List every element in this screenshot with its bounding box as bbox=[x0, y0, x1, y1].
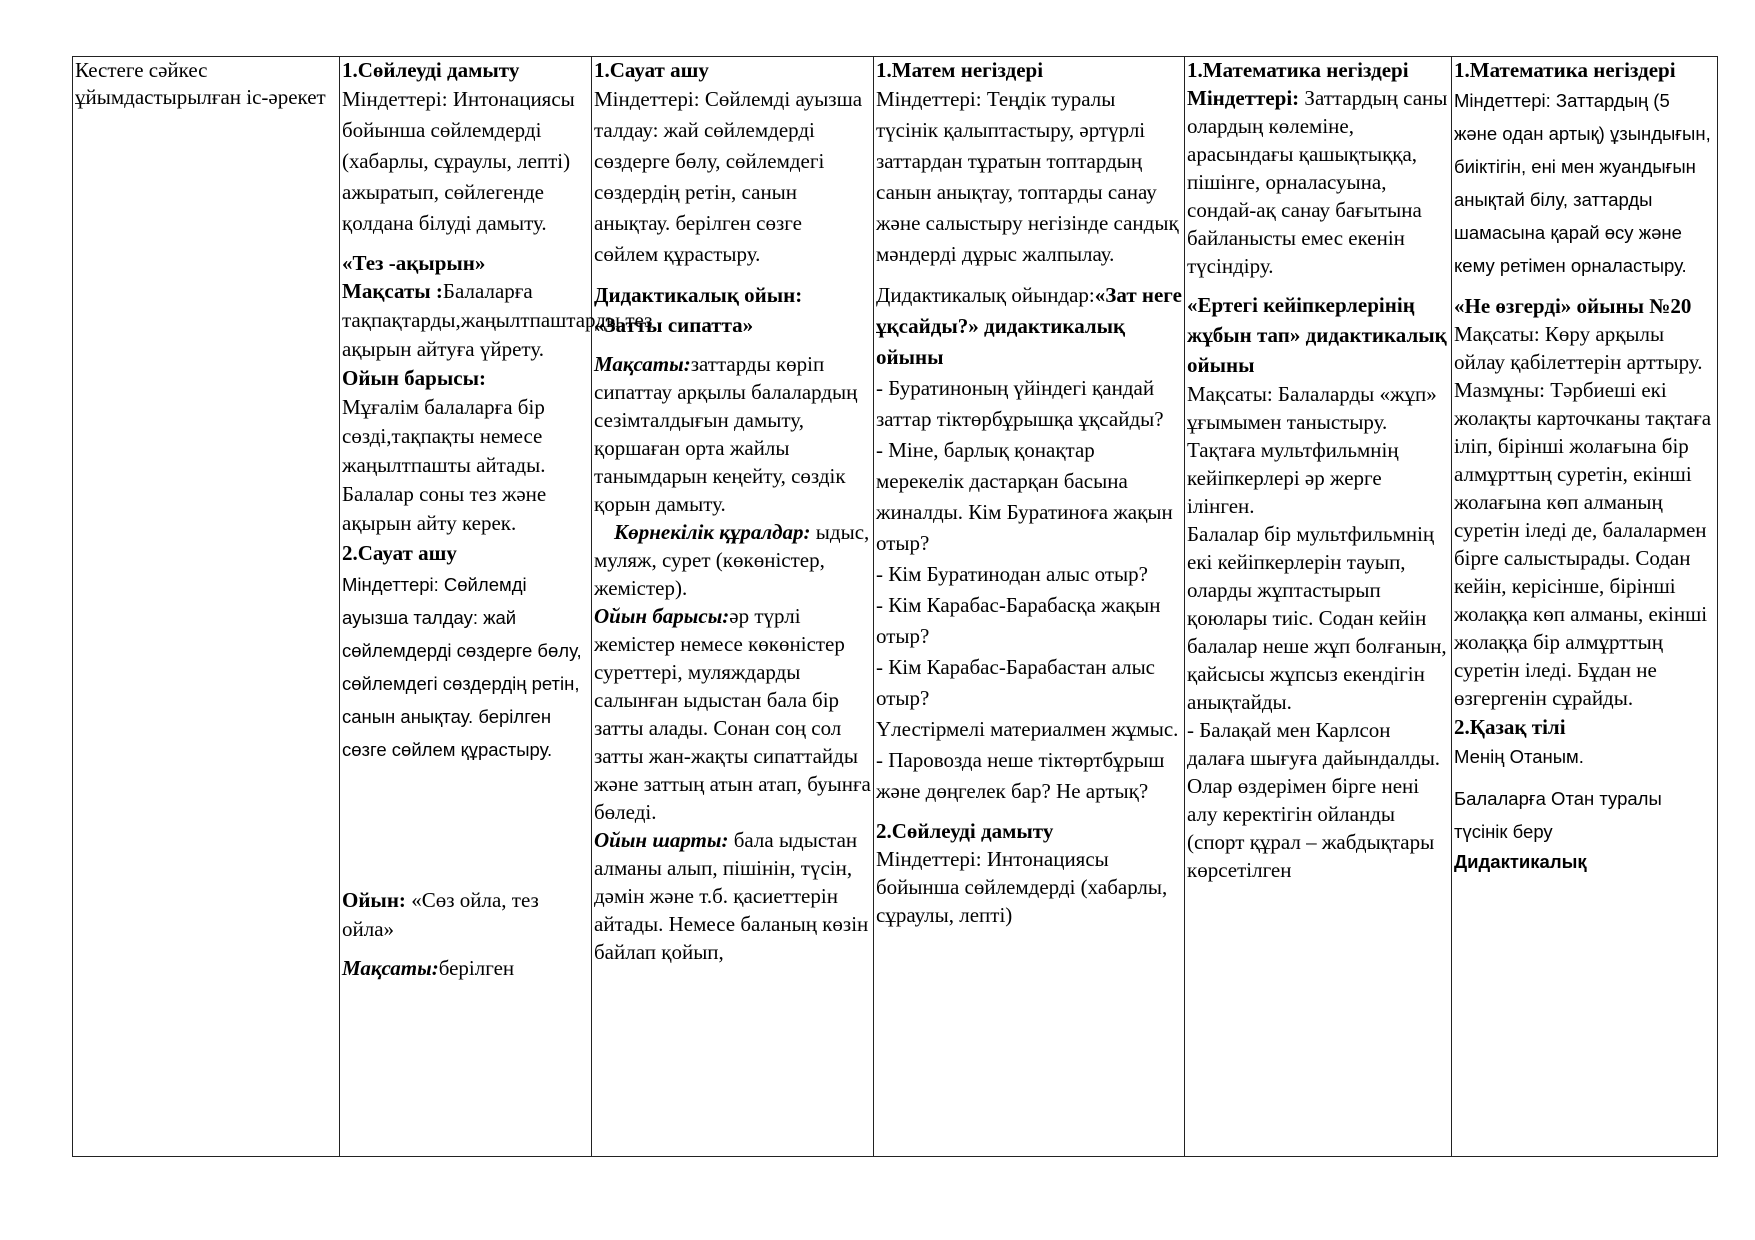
handout-text: Үлестірмелі материалмен жұмыс. bbox=[876, 717, 1179, 741]
question-6: - Паровозда неше тіктөртбұрыш және дөңгелек бар? Не артық? bbox=[876, 748, 1165, 803]
tasks-text: Заттардың саны олардың көлеміне, арасындағы қашықтыққа, пішінге, орналасуына, сондай-ақ санау бағытына байланысты емес екенін түсіндіру. bbox=[1187, 86, 1448, 278]
tasks-text: Міндеттері: Заттардың (5 және одан артық) ұзындығын, биіктігін, ені мен жуандығын анықтай білу, заттарды шамасына қарай өсу және кему ретімен орналастыру. bbox=[1454, 90, 1711, 276]
activity-cell-2 bbox=[592, 57, 874, 1157]
question-3: - Кім Буратинодан алыс отыр? bbox=[876, 562, 1148, 586]
activity-cell-5 bbox=[1452, 57, 1718, 1157]
game-title: Дидактикалық ойын: «Затты сипатта» bbox=[594, 283, 803, 337]
activity-cell-4 bbox=[1185, 57, 1452, 1157]
process-label: Ойын барысы: bbox=[342, 366, 486, 390]
goal-label: Мақсаты : bbox=[342, 279, 443, 303]
subject-heading: 1.Сөйлеуді дамыту bbox=[342, 58, 520, 82]
intro-text: Балаларға Отан туралы түсінік беру bbox=[1454, 788, 1662, 842]
row-label: Кестеге сәйкес ұйымдастырылған іс-әрекет bbox=[75, 58, 326, 109]
process-label: Ойын барысы: bbox=[594, 604, 730, 628]
paragraph-3: - Балақай мен Карлсон далаға шығуға дайындалды. Олар өздерімен бірге нені алу керектігін ойланды (спорт құрал – жабдықтары көрсетілген bbox=[1187, 718, 1441, 882]
question-5: - Кім Карабас-Барабастан алыс отыр? bbox=[876, 655, 1155, 710]
goal-label-2: Мақсаты: bbox=[342, 956, 439, 980]
subject-heading-2: 2.Сөйлеуді дамыту bbox=[876, 819, 1054, 843]
goal-label: Мақсаты: bbox=[594, 352, 691, 376]
rules-text: бала ыдыстан алманы алып, пішінін, түсін, дәмін және т.б. қасиеттерін айтады. Немесе баланың көзін байлап қойып, bbox=[594, 828, 869, 964]
plan-table bbox=[72, 56, 1718, 1157]
question-2: - Міне, барлық қонақтар мерекелік дастарқан басына жиналды. Кім Буратиноға жақын отыр? bbox=[876, 438, 1173, 555]
process-text: әр түрлі жемістер немесе көкөністер суреттері, муляждарды салынған ыдыстан бала бір затты алады. Сонан соң сол затты жан-жақты сипаттайды және заттың атын атап, буынға бөледі. bbox=[594, 604, 871, 824]
tasks-text-2: Міндеттері: Сөйлемді ауызша талдау: жай сөйлемдерді сөздерге бөлу, сөйлемдегі сөздердің ретін, санын анықтау. берілген сөзге сөйлем құрастыру. bbox=[342, 574, 582, 760]
rules-label: Ойын шарты: bbox=[594, 828, 729, 852]
tasks-label: Міндеттері: bbox=[1187, 86, 1300, 110]
question-1: - Буратиноның үйіндегі қандай заттар тіктөрбұрышқа ұқсайды? bbox=[876, 376, 1164, 431]
tasks-text: Міндеттері: Сөйлемді ауызша талдау: жай сөйлемдерді сөздерге бөлу, сөйлемдегі сөздердің ретін, санын анықтау. берілген сөзге сөйлем құрастыру. bbox=[594, 87, 863, 266]
question-4: - Кім Карабас-Барабасқа жақын отыр? bbox=[876, 593, 1161, 648]
activity-content-4 bbox=[1187, 57, 1449, 1156]
activity-content-5 bbox=[1454, 57, 1715, 1156]
tasks-text: Міндеттері: Интонациясы бойынша сөйлемдерді (хабарлы, сұраулы, лепті) ажыратып, сөйлегенде қолдана білуді дамыту. bbox=[342, 87, 575, 235]
game-title: «Зат неге ұқсайды?» дидактикалық ойыны bbox=[876, 283, 1182, 369]
tools-text: ыдыс, муляж, сурет (көкөністер, жемістер). bbox=[594, 520, 870, 600]
goal-text: Мақсаты: Балаларды «жұп» ұғымымен таныстыру. bbox=[1187, 382, 1437, 434]
subject-heading-2: 2.Қазақ тілі bbox=[1454, 715, 1566, 739]
game-label: Ойын: bbox=[342, 888, 412, 912]
process-text: Мұғалім балаларға бір сөзді,тақпақты немесе жаңылтпашты айтады. Балалар соны тез және ақырын айту керек. bbox=[342, 395, 547, 535]
subject-heading: 1.Матем негіздері bbox=[876, 58, 1044, 82]
subject-heading: 1.Сауат ашу bbox=[594, 58, 709, 82]
game-title: «Не өзгерді» ойыны №20 bbox=[1454, 294, 1692, 318]
game-title: «Ертегі кейіпкерлерінің жұбын тап» дидактикалық ойыны bbox=[1187, 293, 1447, 377]
activity-cell-3 bbox=[874, 57, 1185, 1157]
tasks-text: Міндеттері: Теңдік туралы түсінік қалыптастыру, әртүрлі заттардан тұратын топтардың санын анықтау, топтарды санау және салыстыру негізінде сандық мәндерді дұрыс жалпылау. bbox=[876, 87, 1179, 266]
tasks-text-2: Міндеттері: Интонациясы бойынша сөйлемдерді (хабарлы, сұраулы, лепті) bbox=[876, 847, 1168, 927]
goal-text-2: берілген bbox=[438, 956, 515, 980]
game-name: «Сөз ойла, тез ойла» bbox=[342, 888, 539, 941]
table-row bbox=[73, 57, 1718, 1157]
tools-label: Көрнекілік құралдар: bbox=[614, 520, 811, 544]
games-prefix: Дидактикалық ойындар: bbox=[876, 283, 1095, 307]
paragraph-2: Балалар бір мультфильмнің екі кейіпкерлерін тауып, оларды жұптастырып қоюлары тиіс. Содан кейін балалар неше жұп болғанын, қайсысы жұпсыз екендігін анықтайды. bbox=[1187, 522, 1447, 714]
game-title: «Тез -ақырын» bbox=[342, 251, 486, 275]
goal-text: заттарды көріп сипаттау арқылы балалардың сезімталдығын дамыту, қоршаған орта жайлы танымдарын кеңейту, сөздік қорын дамыту. bbox=[594, 352, 858, 516]
paragraph-1: Тақтаға мультфильмнің кейіпкерлері әр жерге ілінген. bbox=[1187, 438, 1399, 518]
subject-heading-2: 2.Сауат ашу bbox=[342, 541, 457, 565]
activity-content-2 bbox=[594, 57, 871, 1156]
activity-content-3 bbox=[876, 57, 1182, 1156]
topic-text: Менің Отаным. bbox=[1454, 746, 1584, 767]
subject-heading: 1.Математика негіздері bbox=[1187, 58, 1409, 82]
goal-text: Мақсаты: Көру арқылы ойлау қабілеттерін арттыру. bbox=[1454, 322, 1703, 374]
goal-text: Балаларға тақпақтарды,жаңылтпаштарды,тез ақырын айтуға үйрету. bbox=[342, 279, 653, 361]
subject-heading: 1.Математика негіздері bbox=[1454, 58, 1676, 82]
row-label-cell bbox=[73, 57, 340, 1157]
next-heading: Дидактикалық bbox=[1454, 851, 1587, 872]
content-text: Мазмұны: Тәрбиеші екі жолақты карточканы тақтаға іліп, бірінші жолағына бір алмұрттың суретін, екінші жолағына көп алманың суретін іледі де, балалармен бірге салыстырады. Содан кейін, керісінше, бірінші жолаққа көп алманы, екінші жолаққа бір алмұрттың суретін іледі. Бұдан не өзгергенін сұрайды. bbox=[1454, 378, 1712, 710]
